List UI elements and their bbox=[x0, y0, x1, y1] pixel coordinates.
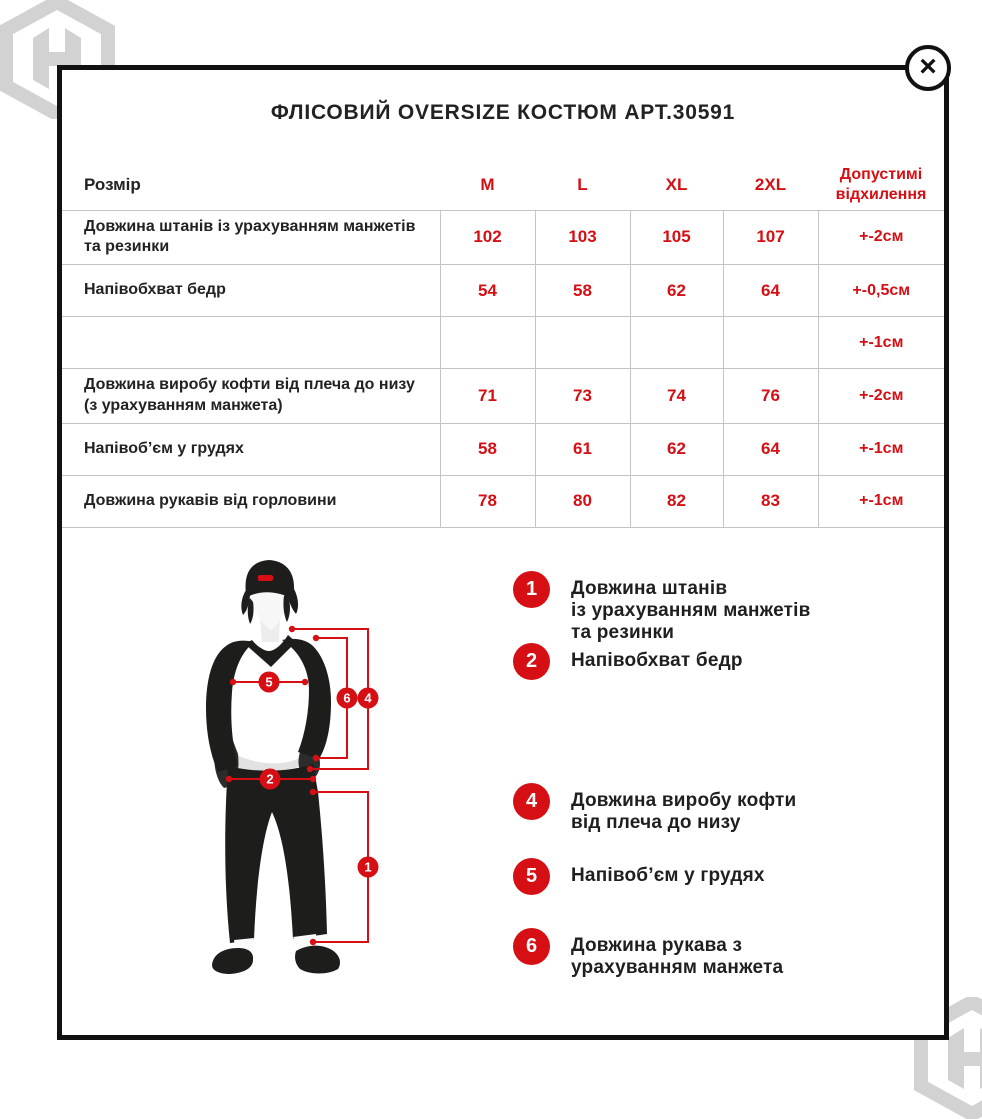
size-value-cell: 58 bbox=[440, 423, 535, 475]
legend-item-4 bbox=[513, 783, 796, 834]
size-value-cell: 71 bbox=[440, 369, 535, 424]
legend-item-1 bbox=[513, 571, 810, 644]
size-value-cell: 78 bbox=[440, 475, 535, 527]
legend-badge-5: 5 bbox=[513, 858, 550, 895]
size-value-cell: 107 bbox=[723, 210, 818, 265]
size-value-cell: 62 bbox=[630, 423, 723, 475]
deviation-cell: +-0,5см bbox=[818, 265, 944, 317]
deviation-cell: +-1см bbox=[818, 317, 944, 369]
size-value-cell: 76 bbox=[723, 369, 818, 424]
legend-badge-1: 1 bbox=[513, 571, 550, 608]
table-row bbox=[62, 265, 944, 317]
deviation-cell: +-2см bbox=[818, 369, 944, 424]
model-right-shoe bbox=[295, 946, 340, 974]
table-row bbox=[62, 475, 944, 527]
row-label bbox=[62, 317, 440, 369]
row-label: Напівобхват бедр bbox=[62, 265, 440, 317]
row-label: Довжина штанів із урахуванням манжетів та резинки bbox=[62, 210, 440, 265]
cap-logo-patch bbox=[258, 575, 273, 581]
column-header-xl: XL bbox=[665, 174, 688, 194]
size-value-cell bbox=[440, 317, 535, 369]
size-value-cell: 80 bbox=[535, 475, 630, 527]
size-value-cell: 103 bbox=[535, 210, 630, 265]
model-left-shoe bbox=[212, 948, 253, 974]
column-header-m: M bbox=[480, 174, 495, 194]
deviation-cell: +-1см bbox=[818, 475, 944, 527]
table-row bbox=[62, 210, 944, 265]
size-value-cell bbox=[630, 317, 723, 369]
row-label: Довжина рукавів від горловини bbox=[62, 475, 440, 527]
legend-badge-4: 4 bbox=[513, 783, 550, 820]
deviation-cell: +-1см bbox=[818, 423, 944, 475]
size-chart-panel bbox=[57, 65, 949, 1040]
legend-label-1: Довжина штанів із урахуванням манжетів та резинки bbox=[571, 578, 811, 643]
legend-label-6: Довжина рукава з урахуванням манжета bbox=[571, 935, 784, 978]
legend-label-4: Довжина виробу кофти від плеча до низу bbox=[571, 790, 797, 833]
column-header-2xl: 2XL bbox=[754, 174, 787, 194]
table-row bbox=[62, 317, 944, 369]
measurement-marker-1: 1 bbox=[364, 859, 372, 875]
size-value-cell: 73 bbox=[535, 369, 630, 424]
close-button[interactable] bbox=[905, 45, 951, 91]
row-label: Напівоб’єм у грудях bbox=[62, 423, 440, 475]
measurement-marker-6: 6 bbox=[343, 690, 351, 706]
table-header-row bbox=[62, 160, 944, 210]
size-value-cell: 64 bbox=[723, 265, 818, 317]
table-row bbox=[62, 423, 944, 475]
size-value-cell: 105 bbox=[630, 210, 723, 265]
column-header-size-label: Розмір bbox=[84, 174, 141, 194]
size-value-cell: 54 bbox=[440, 265, 535, 317]
size-value-cell bbox=[723, 317, 818, 369]
size-value-cell: 64 bbox=[723, 423, 818, 475]
legend-badge-6: 6 bbox=[513, 928, 550, 965]
size-value-cell: 58 bbox=[535, 265, 630, 317]
size-value-cell: 82 bbox=[630, 475, 723, 527]
size-value-cell bbox=[535, 317, 630, 369]
column-header-deviation: Допустимі відхилення bbox=[835, 165, 927, 203]
measurement-marker-4: 4 bbox=[364, 690, 372, 706]
legend-item-2 bbox=[513, 643, 743, 680]
size-value-cell: 83 bbox=[723, 475, 818, 527]
measurement-marker-5: 5 bbox=[265, 674, 273, 690]
table-row bbox=[62, 369, 944, 424]
column-header-l: L bbox=[577, 174, 588, 194]
row-label: Довжина виробу кофти від плеча до низу (з урахуванням манжета) bbox=[62, 369, 440, 424]
size-value-cell: 102 bbox=[440, 210, 535, 265]
legend-item-5 bbox=[513, 858, 765, 895]
size-value-cell: 61 bbox=[535, 423, 630, 475]
legend-item-6 bbox=[513, 928, 783, 979]
close-icon: × bbox=[919, 49, 937, 83]
legend-label-2: Напівобхват бедр bbox=[571, 650, 743, 671]
model-diagram bbox=[150, 540, 480, 1000]
legend-label-5: Напівоб’єм у грудях bbox=[571, 865, 765, 886]
page-title: ФЛІСОВИЙ OVERSIZE КОСТЮМ АРТ.30591 bbox=[270, 101, 736, 124]
deviation-cell: +-2см bbox=[818, 210, 944, 265]
size-value-cell: 62 bbox=[630, 265, 723, 317]
size-table bbox=[62, 160, 944, 528]
measurement-marker-2: 2 bbox=[266, 771, 274, 787]
legend-badge-2: 2 bbox=[513, 643, 550, 680]
size-value-cell: 74 bbox=[630, 369, 723, 424]
